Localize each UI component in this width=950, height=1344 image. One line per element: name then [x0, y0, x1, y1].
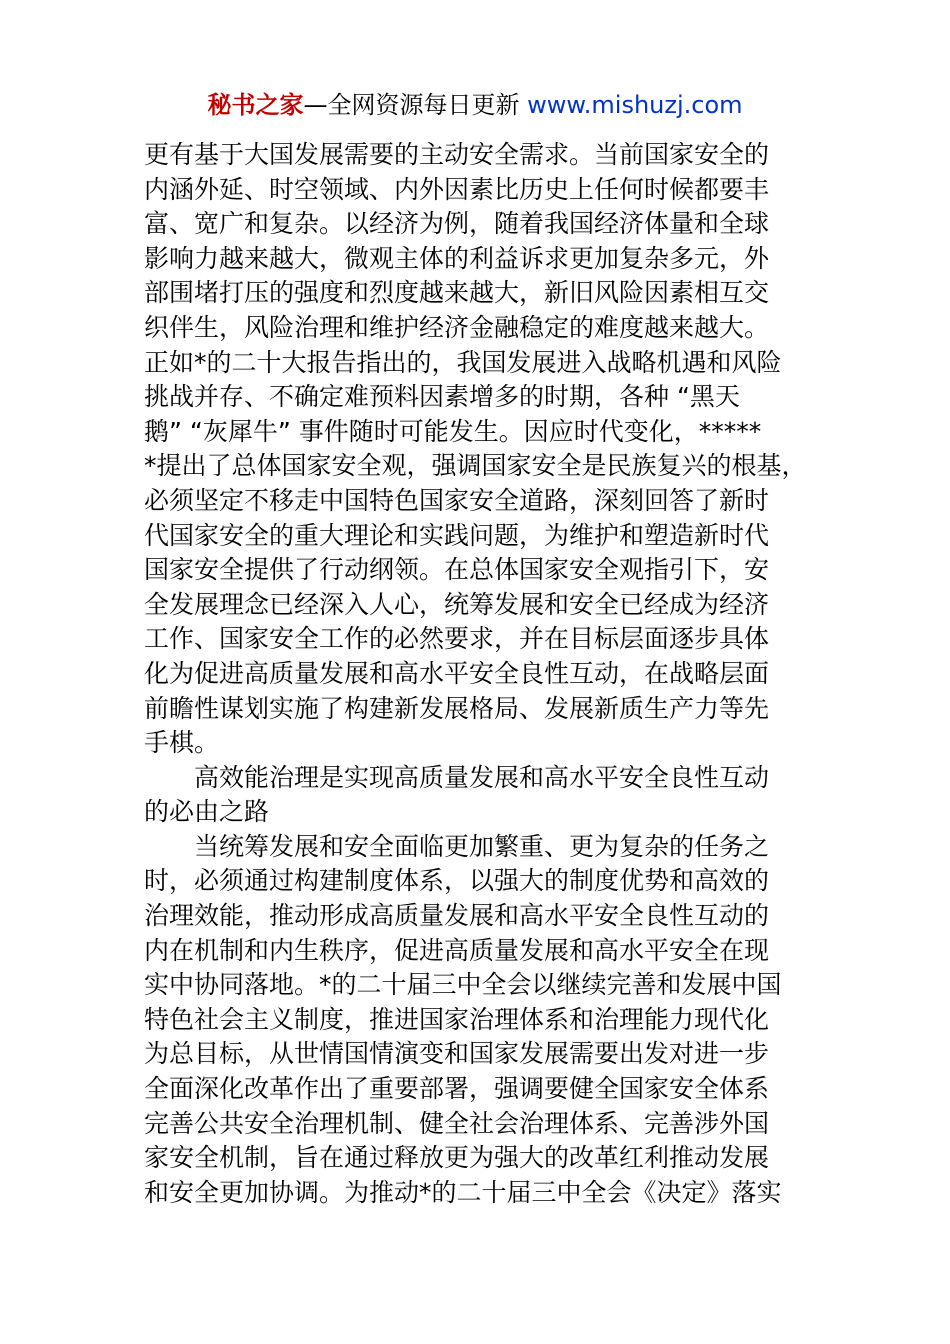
- text-line: 化为促进高质量发展和高水平安全良性互动，在战略层面: [144, 658, 770, 688]
- brand-name: 秘书之家: [207, 91, 304, 119]
- text-line: 正如*的二十大报告指出的，我国发展进入战略机遇和风险: [144, 347, 782, 377]
- section-heading-line: 的必由之路: [144, 797, 270, 827]
- text-line: 手棋。: [144, 728, 220, 758]
- text-line: 代国家安全的重大理论和实践问题，为维护和塑造新时代: [144, 520, 770, 550]
- text-line: 鹅” “灰犀牛” 事件随时可能发生。因应时代变化，*****: [144, 416, 762, 446]
- text-line: 治理效能，推动形成高质量发展和高水平安全良性互动的: [144, 901, 770, 931]
- text-line: 富、宽广和复杂。以经济为例，随着我国经济体量和全球: [144, 209, 770, 239]
- text-line: 为总目标，从世情国情演变和国家发展需要出发对进一步: [144, 1039, 770, 1069]
- text-line: 内涵外延、时空领域、内外因素比历史上任何时候都要丰: [144, 174, 770, 204]
- document-body: [144, 138, 814, 1210]
- text-line: 影响力越来越大，微观主体的利益诉求更加复杂多元，外: [144, 243, 770, 273]
- text-line: 内在机制和内生秩序，促进高质量发展和高水平安全在现: [144, 935, 770, 965]
- text-line: 全发展理念已经深入人心，统筹发展和安全已经成为经济: [144, 589, 770, 619]
- site-header: [0, 88, 950, 122]
- site-url-link[interactable]: www.mishuzj.com: [527, 91, 743, 119]
- text-line: *提出了总体国家安全观，强调国家安全是民族复兴的根基，: [144, 451, 807, 481]
- text-line: 全面深化改革作出了重要部署，强调要健全国家安全体系: [144, 1074, 770, 1104]
- text-line: 织伴生，风险治理和维护经济金融稳定的难度越来越大。: [144, 312, 770, 342]
- text-line: 国家安全提供了行动纲领。在总体国家安全观指引下，安: [144, 555, 770, 585]
- text-line: 部围堵打压的强度和烈度越来越大，新旧风险因素相互交: [144, 278, 770, 308]
- text-line: 家安全机制，旨在通过释放更为强大的改革红利推动发展: [144, 1143, 770, 1173]
- text-line: 更有基于大国发展需要的主动安全需求。当前国家安全的: [144, 140, 770, 169]
- text-line: 前瞻性谋划实施了构建新发展格局、发展新质生产力等先: [144, 693, 770, 723]
- header-slogan: —全网资源每日更新: [303, 91, 528, 119]
- section-heading-line: 高效能治理是实现高质量发展和高水平安全良性互动: [194, 762, 770, 792]
- text-line: 和安全更加协调。为推动*的二十届三中全会《决定》落实: [144, 1177, 782, 1207]
- text-line: 工作、国家安全工作的必然要求，并在目标层面逐步具体: [144, 624, 770, 654]
- text-line: 当统筹发展和安全面临更加繁重、更为复杂的任务之: [194, 831, 770, 861]
- text-line: 必须坚定不移走中国特色国家安全道路，深刻回答了新时: [144, 485, 770, 515]
- text-line: 实中协同落地。*的二十届三中全会以继续完善和发展中国: [144, 970, 782, 1000]
- text-line: 完善公共安全治理机制、健全社会治理体系、完善涉外国: [144, 1108, 770, 1138]
- text-line: 特色社会主义制度，推进国家治理体系和治理能力现代化: [144, 1004, 770, 1034]
- text-line: 挑战并存、不确定难预料因素增多的时期，各种 “黑天: [144, 382, 740, 412]
- text-line: 时，必须通过构建制度体系，以强大的制度优势和高效的: [144, 866, 770, 896]
